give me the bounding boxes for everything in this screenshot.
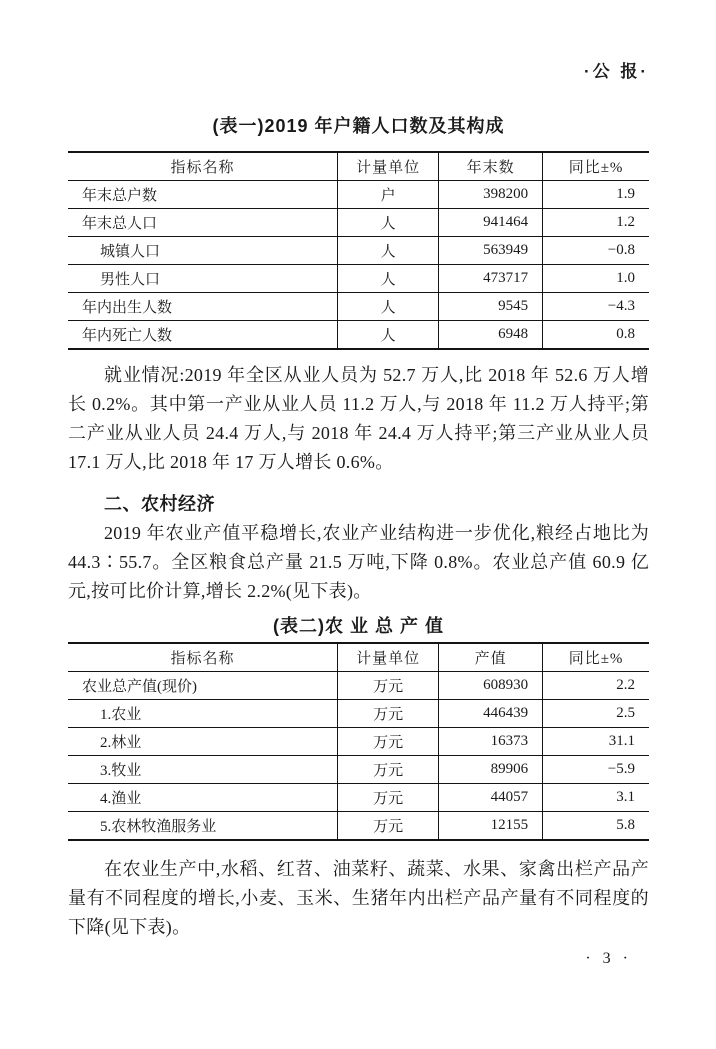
indicator-cell: 农业总产值(现价)	[68, 672, 338, 700]
table-row	[68, 293, 649, 321]
yoy-cell: −0.8	[543, 237, 649, 265]
column-header-output: 产值	[439, 643, 543, 672]
running-head: ·公 报·	[583, 62, 649, 81]
yoy-cell: 2.5	[543, 700, 649, 728]
value-cell: 398200	[439, 181, 543, 209]
table2-agriculture-output	[68, 642, 649, 841]
table1-title: (表一)2019 年户籍人口数及其构成	[212, 116, 505, 136]
table-row	[68, 728, 649, 756]
table-row	[68, 321, 649, 350]
indicator-cell: 3.牧业	[68, 756, 338, 784]
unit-cell: 人	[338, 237, 439, 265]
indicator-cell: 4.渔业	[68, 784, 338, 812]
table-row	[68, 784, 649, 812]
indicator-cell: 2.林业	[68, 728, 338, 756]
unit-cell: 万元	[338, 784, 439, 812]
value-cell: 89906	[439, 756, 543, 784]
value-cell: 563949	[439, 237, 543, 265]
value-cell: 941464	[439, 209, 543, 237]
column-header-indicator: 指标名称	[68, 643, 338, 672]
unit-cell: 万元	[338, 812, 439, 841]
table2-header-row	[68, 643, 649, 672]
yoy-cell: 2.2	[543, 672, 649, 700]
table-row	[68, 209, 649, 237]
yoy-cell: 0.8	[616, 326, 635, 342]
yoy-cell: 31.1	[543, 728, 649, 756]
value-cell: 16373	[439, 728, 543, 756]
unit-cell: 人	[338, 321, 439, 350]
unit-cell: 万元	[338, 700, 439, 728]
yoy-cell: −5.9	[543, 756, 649, 784]
value-cell: 473717	[439, 265, 543, 293]
yoy-cell: 1.2	[543, 209, 649, 237]
unit-cell: 万元	[338, 672, 439, 700]
table-row	[68, 812, 649, 841]
unit-cell: 人	[338, 293, 439, 321]
indicator-cell: 年内出生人数	[68, 293, 338, 321]
column-header-yoy: 同比±%	[543, 643, 649, 672]
yoy-cell: −4.3	[543, 293, 649, 321]
column-header-yoy: 同比±%	[543, 152, 649, 181]
value-cell: 446439	[439, 700, 543, 728]
indicator-cell: 年末总户数	[68, 181, 338, 209]
table1-header-row	[68, 152, 649, 181]
yoy-cell: 1.9	[543, 181, 649, 209]
indicator-cell: 年内死亡人数	[68, 321, 338, 350]
table1-household-population	[68, 151, 649, 350]
indicator-cell: 5.农林牧渔服务业	[68, 812, 338, 841]
agriculture-detail-paragraph: 在农业生产中,水稻、红苕、油菜籽、蔬菜、水果、家禽出栏产品产量有不同程度的增长,小麦、玉米、生猪年内出栏产品产量有不同程度的下降(见下表)。	[68, 859, 649, 937]
table2-title: (表二)农 业 总 产 值	[273, 616, 444, 636]
unit-cell: 人	[338, 209, 439, 237]
column-header-yearend: 年末数	[439, 152, 543, 181]
employment-paragraph: 就业情况:2019 年全区从业人员为 52.7 万人,比 2018 年 52.6 万人增长 0.2%。其中第一产业从业人员 11.2 万人,与 2018 年 11.2 万人持平;第二产业从业人员 24.4 万人,与 2018 年 24.4 万人持平;第三产业从业人员 17.1 万人,比 2018 年 17 万人增长 0.6%。	[68, 365, 649, 472]
unit-cell: 户	[338, 181, 439, 209]
page-content	[68, 0, 649, 942]
table-row	[68, 237, 649, 265]
column-header-unit: 计量单位	[338, 152, 439, 181]
indicator-cell: 城镇人口	[68, 237, 338, 265]
value-cell: 44057	[439, 784, 543, 812]
indicator-cell: 年末总人口	[68, 209, 338, 237]
value-cell: 608930	[439, 672, 543, 700]
yoy-cell: 1.0	[543, 265, 649, 293]
table-row	[68, 756, 649, 784]
unit-cell: 人	[338, 265, 439, 293]
yoy-cell: 5.8	[616, 817, 635, 833]
value-cell: 6948	[439, 321, 543, 350]
yoy-cell: 3.1	[543, 784, 649, 812]
indicator-cell: 男性人口	[68, 265, 338, 293]
table-row	[68, 672, 649, 700]
agriculture-overview-paragraph: 2019 年农业产值平稳增长,农业产业结构进一步优化,粮经占地比为 44.3∶55.7。全区粮食总产量 21.5 万吨,下降 0.8%。农业总产值 60.9 亿元,按可比价计算,增长 2.2%(见下表)。	[68, 523, 649, 601]
unit-cell: 万元	[338, 756, 439, 784]
section-heading-rural-economy: 二、农村经济	[104, 494, 215, 514]
column-header-indicator: 指标名称	[68, 152, 338, 181]
column-header-unit: 计量单位	[338, 643, 439, 672]
page-number: · 3 ·	[585, 950, 632, 967]
indicator-cell: 1.农业	[68, 700, 338, 728]
table-row	[68, 265, 649, 293]
table-row	[68, 181, 649, 209]
unit-cell: 万元	[338, 728, 439, 756]
value-cell: 12155	[439, 812, 543, 841]
table-row	[68, 700, 649, 728]
value-cell: 9545	[439, 293, 543, 321]
